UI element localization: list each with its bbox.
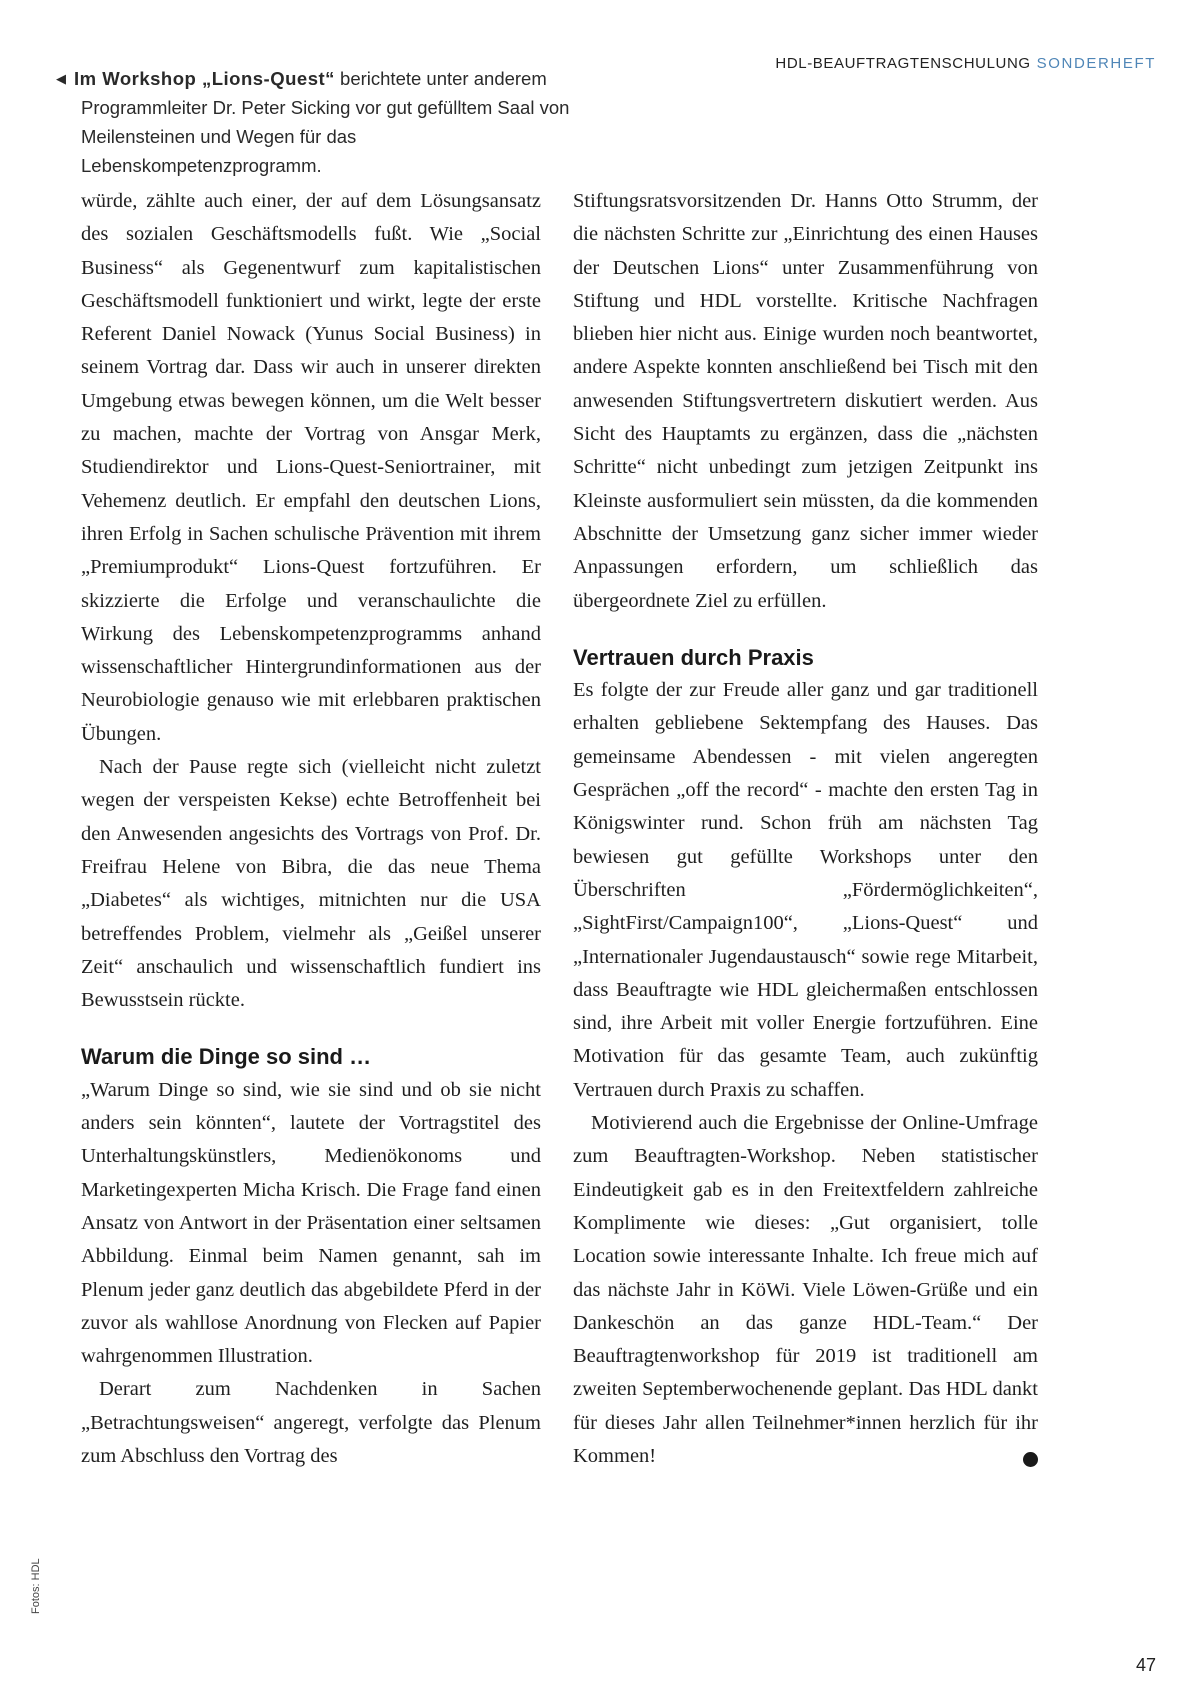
section-heading-warum: Warum die Dinge so sind … bbox=[81, 1044, 372, 1070]
caption-arrow-left-icon: ◀ bbox=[56, 71, 66, 86]
right-column bbox=[573, 185, 1048, 1473]
left-paragraph-2: Nach der Pause regte sich (vielleicht nicht zuletzt wegen der verspeisten Kekse) echte Betroffenheit bei den Anwesenden angesichts des Vortrags von Prof. Dr. Freifrau Helene von Bibra, die das neue Thema „Diabetes“ als wichtiges, mitnichten nur die USA betreffendes Problem, vielmehr als „Geißel unserer Zeit“ anschaulich und wissenschaftlich fundiert ins Bewusstsein rückte. bbox=[81, 756, 541, 1012]
caption-line-2: Programmleiter Dr. Peter Sicking vor gut gefülltem Saal von bbox=[81, 97, 570, 118]
left-column bbox=[81, 185, 541, 1473]
page-number: 47 bbox=[1135, 1655, 1156, 1675]
caption-line-1-rest: berichtete unter anderem bbox=[334, 68, 547, 89]
caption-line-3: Meilensteinen und Wegen für das Lebenskompetenzprogramm. bbox=[81, 126, 357, 176]
lions-end-mark-icon: L bbox=[1023, 1452, 1038, 1467]
header-issue: SONDERHEFT bbox=[1036, 55, 1156, 72]
right-paragraph-3-text: Motivierend auch die Ergebnisse der Online-Umfrage zum Beauftragten-Workshop. Neben statistischer Eindeutigkeit gab es in den Freitextfeldern zahlreiche Komplimente wie dieses: „Gut organisiert, tolle Location sowie interessante Inhalte. Ich freue mich auf das nächste Jahr in KöWi. Viele Löwen-Grüße und ein Dankeschön an das ganze HDL-Team.“ Der Beauftragtenworkshop für 2019 ist traditionell am zweiten Septemberwochenende geplant. Das HDL dankt für dieses Jahr allen Teilnehmer*innen herzlich für ihr Kommen! bbox=[573, 1112, 1038, 1467]
left-paragraph-4: Derart zum Nachdenken in Sachen „Betrachtungsweisen“ angeregt, verfolgte das Plenum zum Abschluss den Vortrag des bbox=[81, 1378, 541, 1467]
running-header bbox=[775, 55, 1156, 72]
left-paragraph-1: würde, zählte auch einer, der auf dem Lösungsansatz des sozialen Geschäftsmodells fußt. Wie „Social Business“ als Gegenentwurf zum kapitalistischen Geschäftsmodell funktioniert und wirkt, legte der erste Referent Daniel Nowack (Yunus Social Business) in seinem Vortrag dar. Dass wir auch in unserer direkten Umgebung etwas bewegen können, um die Welt besser zu machen, machte der Vortrag von Ansgar Merk, Studiendirektor und Lions-Quest-Seniortrainer, mit Vehemenz deutlich. Er empfahl den deutschen Lions, ihren Erfolg in Sachen schulische Prävention mit ihrem „Premiumprodukt“ Lions-Quest fortzuführen. Er skizzierte die Erfolge und veranschaulichte die Wirkung des Lebenskompetenzprogramms anhand wissenschaftlicher Hintergrundinformationen aus der Neurobiologie genauso wie mit erlebbaren praktischen Übungen. bbox=[81, 190, 541, 745]
photo-caption bbox=[56, 64, 596, 180]
caption-lead: Im Workshop „Lions-Quest“ bbox=[74, 68, 335, 89]
section-heading-vertrauen: Vertrauen durch Praxis bbox=[573, 644, 814, 670]
photo-credit: Fotos: HDL bbox=[30, 1558, 42, 1614]
caption-line-1 bbox=[56, 64, 596, 93]
right-paragraph-1: Stiftungsratsvorsitzenden Dr. Hanns Otto Strumm, der die nächsten Schritte zur „Einrichtung des einen Hauses der Deutschen Lions“ unter Zusammenführung von Stiftung und HDL vorstellte. Kritische Nachfragen blieben hier nicht aus. Einige wurden noch beantwortet, andere Aspekte konnten anschließend bei Tisch mit den anwesenden Stiftungsvertretern diskutiert werden. Aus Sicht des Hauptamts zu ergänzen, dass die „nächsten Schritte“ nicht unbedingt zum jetzigen Zeitpunkt ins Kleinste ausformuliert sein müssten, da die kommenden Abschnitte der Umsetzung ganz sicher immer wieder Anpassungen erfordern, um schließlich das übergeordnete Ziel zu erfüllen. bbox=[573, 190, 1038, 612]
left-paragraph-3: „Warum Dinge so sind, wie sie sind und ob sie nicht anders sein könnten“, lautete der Vortragstitel des Unterhaltungskünstlers, Medienökonoms und Marketingexperten Micha Krisch. Die Frage fand einen Ansatz von Antwort in der Präsentation einer seltsamen Abbildung. Einmal beim Namen genannt, sah im Plenum jeder ganz deutlich das abgebildete Pferd in der zuvor als wahllose Anordnung von Flecken auf Papier wahrgenommen Illustration. bbox=[81, 1078, 541, 1368]
header-section: HDL-BEAUFTRAGTENSCHULUNG bbox=[775, 55, 1031, 72]
right-paragraph-2: Es folgte der zur Freude aller ganz und gar traditionell erhalten gebliebene Sektempfang des Hauses. Das gemeinsame Abendessen - mit vielen angeregten Gesprächen „off the record“ - machte den ersten Tag in Königswinter rund. Schon früh am nächsten Tag bewiesen gut gefüllte Workshops unter den Überschriften „Fördermöglichkeiten“, „SightFirst/Campaign100“, „Lions-Quest“ und „Internationaler Jugendaustausch“ sowie rege Mitarbeit, dass Beauftragte wie HDL gleichermaßen entschlossen sind, ihre Arbeit mit voller Energie fortzuführen. Eine Motivation für das gesamte Team, auch zukünftig Vertrauen durch Praxis zu schaffen. bbox=[573, 679, 1038, 1101]
right-paragraph-3 bbox=[573, 1107, 1048, 1473]
